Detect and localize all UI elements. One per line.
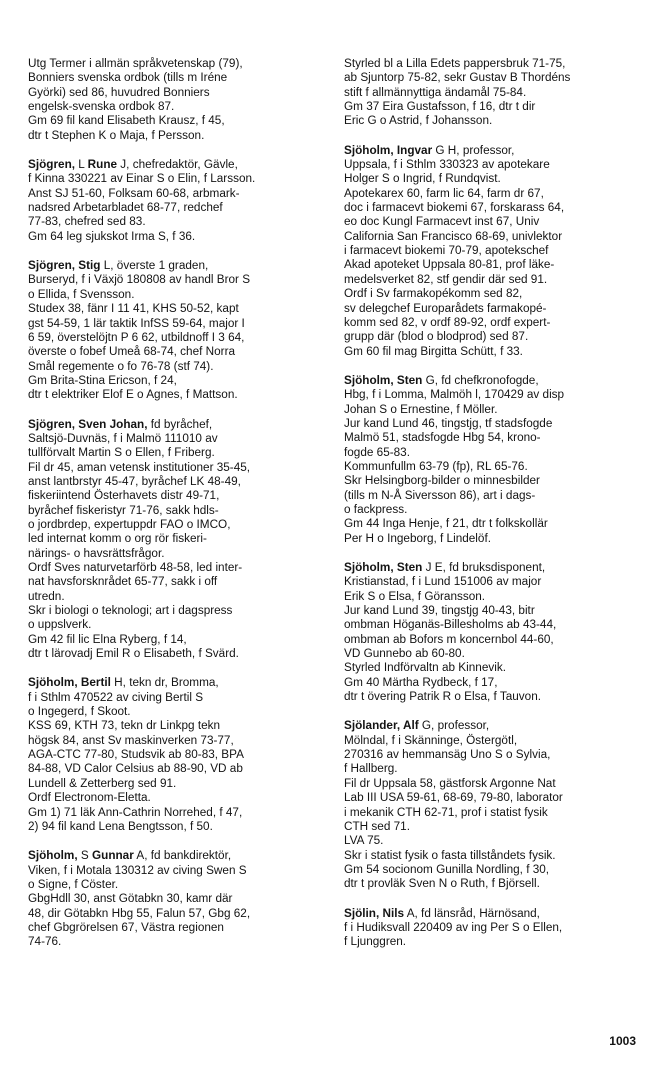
- entry-line: Gm 44 Inga Henje, f 21, dtr t folkskollär: [344, 517, 548, 531]
- entry-line: Eric G o Astrid, f Johansson.: [344, 114, 493, 128]
- entry-heading: [344, 561, 646, 575]
- entry-line: dtr t elektriker Elof E o Agnes, f Mattson.: [28, 388, 238, 402]
- entry-name: Sjöholm, Ingvar: [344, 143, 433, 157]
- entry-heading: [28, 158, 330, 172]
- entry-line: Utg Termer i allmän språkvetenskap (79),: [28, 57, 243, 70]
- entry-line: grupp där (blod o blodprod) sed 87.: [344, 330, 529, 344]
- entry-line: Akad apoteket Uppsala 80-81, prof läke-: [344, 258, 555, 272]
- entry-line: utredn.: [28, 589, 65, 603]
- entry-continuation: [344, 57, 646, 129]
- entry-line: komm sed 82, v ordf 89-92, ordf expert-: [344, 315, 551, 329]
- entry-line: o uppslverk.: [28, 618, 92, 632]
- entry-title: J E, fd bruksdisponent,: [422, 561, 546, 574]
- entry-heading: [28, 259, 330, 273]
- entry-line: Skr i biologi o teknologi; art i dagspress: [28, 604, 233, 618]
- entry-line: Lundell & Zetterberg sed 91.: [28, 776, 177, 790]
- entry-line: Holger S o Ingrid, f Rundqvist.: [344, 172, 501, 186]
- entry-title: A, fd länsråd, Härnösand,: [404, 906, 540, 920]
- entry-line: Gm 37 Eira Gustafsson, f 16, dtr t dir: [344, 100, 536, 114]
- entry-line: gst 54-59, 1 lär taktik InfSS 59-64, major I: [28, 316, 245, 330]
- entry-line: California San Francisco 68-69, univlektor: [344, 229, 563, 243]
- entry-given-name: Gunnar: [92, 849, 134, 863]
- entry-line: 2) 94 fil kand Lena Bengtsson, f 50.: [28, 819, 213, 833]
- entry-line: Gm 64 leg sjukskot Irma S, f 36.: [28, 229, 196, 243]
- entry-line: överste o fobef Umeå 68-74, chef Norra: [28, 345, 236, 359]
- entry-line: Mölndal, f i Skänninge, Östergötl,: [344, 733, 518, 747]
- entry-title: G, professor,: [418, 719, 490, 733]
- entry-line: Kommunfullm 63-79 (fp), RL 65-76.: [344, 459, 528, 473]
- entry-name: Sjöholm,: [28, 849, 78, 863]
- entry-line: Lab III USA 59-61, 68-69, 79-80, laborator: [344, 791, 563, 805]
- entry-line: 74-76.: [28, 935, 62, 949]
- entry-line: Ordf Electronom-Eletta.: [28, 791, 151, 805]
- entry-line: Johan S o Ernestine, f Möller.: [344, 402, 498, 416]
- entry-line: Per H o Ingeborg, f Lindelöf.: [344, 531, 491, 545]
- entry-line: Gm 42 fil lic Elna Ryberg, f 14,: [28, 632, 187, 646]
- entry-line: dtr t lärovadj Emil R o Elisabeth, f Svärd.: [28, 647, 239, 661]
- entry-line: nadsred Arbetarbladet 68-77, redchef: [28, 201, 223, 215]
- entry-heading: [28, 676, 330, 690]
- entry-sjogren-stig: [28, 259, 330, 402]
- entry-line: sv delegchef Europarådets farmakopé-: [344, 301, 547, 315]
- entry-line: stift f allmännyttiga ändamål 75-84.: [344, 85, 527, 99]
- entry-line: Ordf Sves naturvetarförb 48-58, led inter-: [28, 561, 243, 574]
- entry-title: G H, professor,: [432, 143, 515, 157]
- entry-line: Styrled Indförvaltn ab Kinnevik.: [344, 661, 506, 675]
- entry-line: medelsverket 82, stf gendir där sed 91.: [344, 272, 548, 286]
- entry-line: led internat komm o org rör fiskeri-: [28, 532, 207, 546]
- entry-line: Saltsjö-Duvnäs, f i Malmö 111010 av: [28, 431, 218, 445]
- entry-line: Malmö 51, stadsfogde Hbg 54, krono-: [344, 431, 541, 445]
- entry-initial: L: [75, 158, 88, 172]
- entry-line: VD Gunnebo ab 60-80.: [344, 647, 465, 661]
- entry-line: Smål regemente o fo 76-78 (stf 74).: [28, 359, 214, 373]
- entry-heading: [344, 719, 646, 733]
- entry-line: Hbg, f i Lomma, Malmöh l, 170429 av disp: [344, 388, 565, 402]
- entry-line: o Ingegerd, f Skoot.: [28, 705, 131, 719]
- entry-sjoholm-ingvar: [344, 144, 646, 359]
- entry-line: tullförvalt Martin S o Ellen, f Friberg.: [28, 446, 215, 460]
- entry-line: CTH sed 71.: [344, 819, 410, 833]
- entry-line: Györki) sed 86, huvudred Bonniers: [28, 85, 210, 99]
- entry-heading: [344, 144, 646, 158]
- entry-heading: [344, 907, 646, 921]
- entry-line: ab Sjuntorp 75-82, sekr Gustav B Thordéns: [344, 71, 571, 85]
- entry-line: i farmacevt biokemi 70-79, apotekschef: [344, 244, 549, 258]
- entry-line: Burseryd, f i Växjö 180808 av handl Bror S: [28, 273, 251, 287]
- entry-line: Erik S o Elsa, f Göransson.: [344, 589, 486, 603]
- entry-line: o Ellida, f Svensson.: [28, 287, 135, 301]
- entry-line: Jur kand Lund 39, tingstjg 40-43, bitr: [344, 604, 535, 618]
- entry-line: o jordbrdep, expertuppdr FAO o IMCO,: [28, 517, 231, 531]
- entry-line: Uppsala, f i Sthlm 330323 av apotekare: [344, 158, 550, 172]
- entry-line: Jur kand Lund 46, tingstjg, tf stadsfogde: [344, 416, 553, 430]
- entry-line: ombman ab Bofors m koncernbol 44-60,: [344, 632, 554, 646]
- entry-sjolander-alf: [344, 719, 646, 891]
- entry-line: Studex 38, fänr I 11 41, KHS 50-52, kapt: [28, 302, 239, 316]
- entry-line: anst lantbrstyr 45-47, byråchef LK 48-49,: [28, 474, 241, 488]
- entry-line: ombman Höganäs-Billesholms ab 43-44,: [344, 618, 557, 632]
- entry-sjoholm-sten-je: [344, 561, 646, 704]
- entry-heading: [28, 418, 330, 432]
- entry-line: o fackpress.: [344, 502, 408, 516]
- entry-line: f Hallberg.: [344, 762, 398, 776]
- entry-sjogren-rune: [28, 158, 330, 244]
- entry-line: nat havsforsknrådet 65-77, sakk i off: [28, 575, 218, 589]
- entry-line: 48, dir Götabkn Hbg 55, Falun 57, Gbg 62,: [28, 906, 251, 920]
- entry-title: G, fd chefkronofogde,: [422, 373, 539, 387]
- entry-line: chef Gbgrörelsen 67, Västra regionen: [28, 920, 224, 934]
- entry-line: fiskeriintend Österhavets distr 49-71,: [28, 489, 220, 503]
- entry-line: KSS 69, KTH 73, tekn dr Linkpg tekn: [28, 719, 221, 733]
- entry-line: Gm 1) 71 läk Ann-Cathrin Norrehed, f 47,: [28, 805, 243, 819]
- entry-title: A, fd bankdirektör,: [133, 849, 232, 863]
- entry-title: L, överste 1 graden,: [100, 259, 209, 273]
- entry-line: Fil dr Uppsala 58, gästforsk Argonne Nat: [344, 776, 556, 790]
- entry-sjolin-nils: [344, 907, 646, 950]
- entry-line: Gm 69 fil kand Elisabeth Krausz, f 45,: [28, 114, 225, 128]
- entry-line: dtr t provläk Sven N o Ruth, f Björsell.: [344, 877, 540, 891]
- entry-line: i mekanik CTH 62-71, prof i statist fysik: [344, 805, 548, 819]
- entry-line: Gm 60 fil mag Birgitta Schütt, f 33.: [344, 344, 523, 358]
- entry-line: Anst SJ 51-60, Folksam 60-68, arbmark-: [28, 186, 240, 200]
- entry-line: Kristianstad, f i Lund 151006 av major: [344, 575, 542, 589]
- entry-line: Gm Brita-Stina Ericson, f 24,: [28, 373, 177, 387]
- entry-line: 6 59, överstelöjtn P 6 62, utbildnoff I 3 64,: [28, 330, 245, 344]
- entry-line: Styrled bl a Lilla Edets pappersbruk 71-75,: [344, 57, 566, 70]
- left-column: [28, 57, 330, 965]
- entry-line: Apotekarex 60, farm lic 64, farm dr 67,: [344, 186, 544, 200]
- right-column: [344, 57, 646, 965]
- entry-name: Sjölander, Alf: [344, 719, 419, 733]
- entry-continuation: [28, 57, 330, 143]
- entry-line: dtr t Stephen K o Maja, f Persson.: [28, 128, 205, 142]
- entry-heading: [344, 374, 646, 388]
- entry-line: f Kinna 330221 av Einar S o Elin, f Larsson.: [28, 172, 256, 186]
- entry-title: J, chefredaktör, Gävle,: [117, 158, 238, 172]
- entry-line: LVA 75.: [344, 834, 384, 848]
- entry-line: f i Sthlm 470522 av civing Bertil S: [28, 690, 204, 704]
- entry-initial: S: [77, 849, 92, 863]
- entry-line: Fil dr 45, aman vetensk institutioner 35-45,: [28, 460, 251, 474]
- entry-line: fogde 65-83.: [344, 445, 410, 459]
- entry-title: H, tekn dr, Bromma,: [110, 676, 219, 690]
- entry-line: (tills m N-Å Siversson 86), art i dags-: [344, 488, 536, 502]
- entry-sjoholm-gunnar: [28, 849, 330, 949]
- entry-line: 77-83, chefred sed 83.: [28, 215, 146, 229]
- entry-line: Ordf i Sv farmakopékomm sed 82,: [344, 287, 523, 301]
- entry-heading: [28, 849, 330, 863]
- entry-line: AGA-CTC 77-80, Studsvik ab 80-83, BPA: [28, 748, 244, 762]
- entry-line: eo doc Kungl Farmacevt inst 67, Univ: [344, 215, 540, 229]
- entry-line: f Ljunggren.: [344, 935, 407, 949]
- entry-name: Sjölin, Nils: [344, 906, 405, 920]
- entry-line: Gm 54 socionom Gunilla Nordling, f 30,: [344, 862, 550, 876]
- entry-line: Skr Helsingborg-bilder o minnesbilder: [344, 474, 540, 488]
- entry-line: 270316 av hemmansäg Uno S o Sylvia,: [344, 748, 551, 762]
- entry-line: 84-88, VD Calor Celsius ab 88-90, VD ab: [28, 762, 243, 776]
- entry-line: f i Hudiksvall 220409 av ing Per S o Ellen,: [344, 920, 563, 934]
- entry-name: Sjöholm, Sten: [344, 561, 423, 574]
- entry-line: Bonniers svenska ordbok (tills m Iréne: [28, 71, 228, 85]
- entry-line: Viken, f i Motala 130312 av civing Swen S: [28, 863, 247, 877]
- entry-name: Sjöholm, Bertil: [28, 676, 111, 690]
- entry-title: fd byråchef,: [147, 417, 213, 431]
- entry-name: Sjögren, Sven Johan,: [28, 417, 148, 431]
- entry-name: Sjögren,: [28, 158, 76, 172]
- entry-name: Sjögren, Stig: [28, 259, 101, 273]
- entry-sjoholm-bertil: [28, 676, 330, 834]
- entry-name: Sjöholm, Sten: [344, 373, 423, 387]
- entry-line: högsk 84, anst Sv maskinverken 73-77,: [28, 733, 234, 747]
- entry-line: dtr t övering Patrik R o Elsa, f Tauvon.: [344, 690, 542, 704]
- entry-line: Gm 40 Märtha Rydbeck, f 17,: [344, 675, 498, 689]
- entry-given-name: Rune: [87, 158, 118, 172]
- page-number: 1003: [609, 1034, 636, 1048]
- entry-sjoholm-sten-g: [344, 374, 646, 546]
- entry-sjogren-sven-johan: [28, 418, 330, 662]
- entry-line: närings- o havsrättsfrågor.: [28, 546, 165, 560]
- entry-line: doc i farmacevt biokemi 67, forskarass 64,: [344, 201, 565, 215]
- entry-line: GbgHdll 30, anst Götabkn 30, kamr där: [28, 892, 233, 906]
- entry-line: byråchef fiskeristyr 71-76, sakk hdls-: [28, 503, 219, 517]
- entry-line: engelsk-svenska ordbok 87.: [28, 100, 175, 114]
- entry-line: o Signe, f Cöster.: [28, 877, 119, 891]
- entry-line: Skr i statist fysik o fasta tillståndets fysik.: [344, 848, 556, 862]
